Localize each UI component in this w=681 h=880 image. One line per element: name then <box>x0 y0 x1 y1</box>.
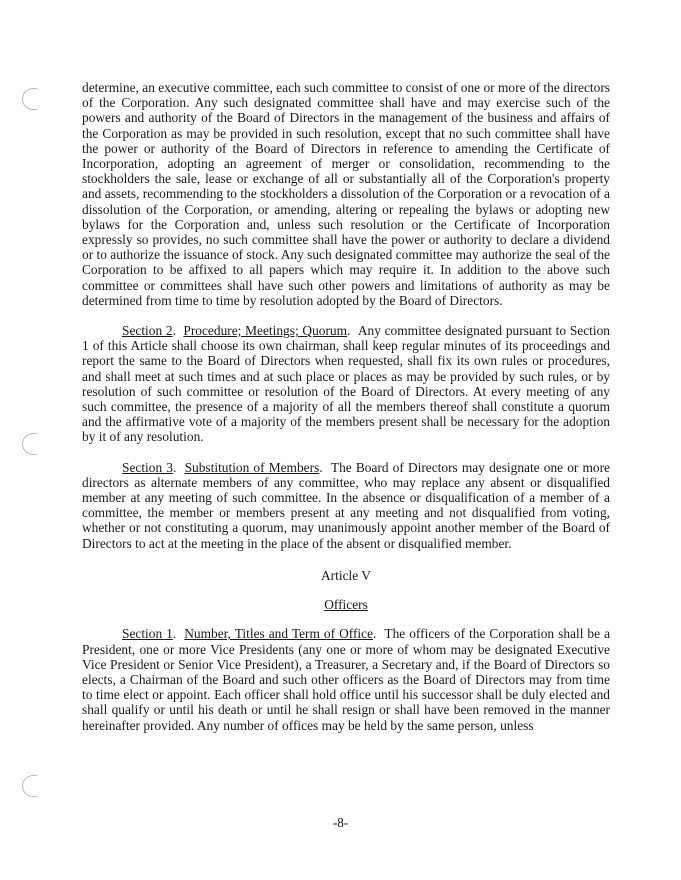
article-heading: Article V <box>321 567 371 583</box>
article-5-section-1-label: Section 1 <box>122 626 173 642</box>
section-3-label: Section 3 <box>122 459 173 475</box>
section-2-body: Any committee designated pursuant to Section 1 of this Article shall choose its own chairman, shall keep regular minutes of its proceedings and report the same to the Board of Directors when requested, shall fix its own rules or procedures, and shall meet at such times and at such place or places as may be provided by such rules, or by resolution of such committee or resolution of the Board of Directors. At every meeting of any such committee, the presence of a majority of all the members thereof shall constitute a quorum and the affirmative vote of a majority of the members present shall be necessary for the adoption by it of any resolution. <box>82 323 610 445</box>
article-5-section-1-paragraph: Section 1. Number, Titles and Term of Office. The officers of the Corporation shall be a President, one or more Vice Presidents (any one or more of whom may be designated Executive Vice President or Senior Vice President), a Treasurer, a Secretary and, if the Board of Directors so elects, a Chairman of the Board and such other officers as the Board of Directors may from time to time elect or appoint. Each officer shall hold office until his successor shall be duly elected and shall qualify or until his death or until he shall resign or shall have been removed in the manner hereinafter provided. Any number of offices may be held by the same person, unless <box>82 626 611 733</box>
section-3-paragraph: Section 3. Substitution of Members. The Board of Directors may designate one or more directors as alternate members of any committee, who may replace any absent or disqualified member at any meeting of such committee. In the absence or disqualification of a member of a committee, the member or members present at any meeting and not disqualified from voting, whether or not constituting a quorum, may unanimously appoint another member of the Board of Directors to act at the meeting in the place of the absent or disqualified member. <box>82 459 610 551</box>
section-3-body: The Board of Directors may designate one or more directors as alternate members of any committee, who may replace any absent or disqualified member at any meeting of such committee. In the absence or disqualification of a member of a committee, the member or members present at any meeting and not disqualified from voting, whether or not constituting a quorum, may unanimously appoint another member of the Board of Directors to act at the meeting in the place of the absent or disqualified member. <box>82 459 610 551</box>
intro-paragraph: determine, an executive committee, each such committee to consist of one or more of the directors of the Corporation. Any such designated committee shall have and may exercise such of the powers and authority of the Board of Directors in the management of the business and affairs of the Corporation as may be provided in such resolution, except that no such committee shall have the power or authority of the Board of Directors in reference to amending the Certificate of Incorporation, adopting an agreement of merger or consolidation, recommending to the stockholders the sale, lease or exchange of all or substantially all of the Corporation's property and assets, recommending to the stockholders a dissolution of the Corporation or a revocation of a dissolution of the Corporation, or amending, altering or repealing the bylaws or adopting new bylaws for the Corporation and, unless such resolution or the Certificate of Incorporation expressly so provides, no such committee shall have the power or authority to declare a dividend or to authorize the issuance of stock. Any such designated committee may authorize the seal of the Corporation to be affixed to all papers which may require it. In addition to the above such committee or committees shall have such other powers and limitations of authority as may be determined from time to time by resolution adopted by the Board of Directors. <box>82 80 610 308</box>
article-subheading: Officers <box>324 597 368 613</box>
section-2-paragraph: Section 2. Procedure; Meetings; Quorum. Any committee designated pursuant to Section 1 of this Article shall choose its own chairman, shall keep regular minutes of its proceedings and report the same to the Board of Directors when requested, shall fix its own rules or procedures, and shall meet at such times and at such place or places as may be provided by such rules, or by resolution of such committee or resolution of the Board of Directors. At every meeting of any such committee, the presence of a majority of all the members thereof shall constitute a quorum and the affirmative vote of a majority of the members present shall be necessary for the adoption by it of any resolution. <box>82 323 610 445</box>
page-number: -8- <box>332 815 349 830</box>
binder-hole-mark <box>22 775 37 797</box>
section-2-title: Procedure; Meetings; Quorum <box>183 323 348 339</box>
binder-hole-mark <box>22 433 37 455</box>
section-3-title: Substitution of Members <box>184 459 320 475</box>
section-2-label: Section 2 <box>122 323 173 339</box>
binder-hole-mark <box>22 88 37 110</box>
article-5-section-1-body: The officers of the Corporation shall be a President, one or more Vice Presidents (any one or more of whom may be designated Executive Vice President or Senior Vice President), a Treasurer, a Secretary and, if the Board of Directors so elects, a Chairman of the Board and such other officers as the Board of Directors may from time to time elect or appoint. Each officer shall hold office until his successor shall be duly elected and shall qualify or until his death or until he shall resign or shall have been removed in the manner hereinafter provided. Any number of offices may be held by the same person, unless <box>82 626 611 733</box>
document-page <box>82 80 610 733</box>
article-5-section-1-title: Number, Titles and Term of Office <box>184 626 374 642</box>
